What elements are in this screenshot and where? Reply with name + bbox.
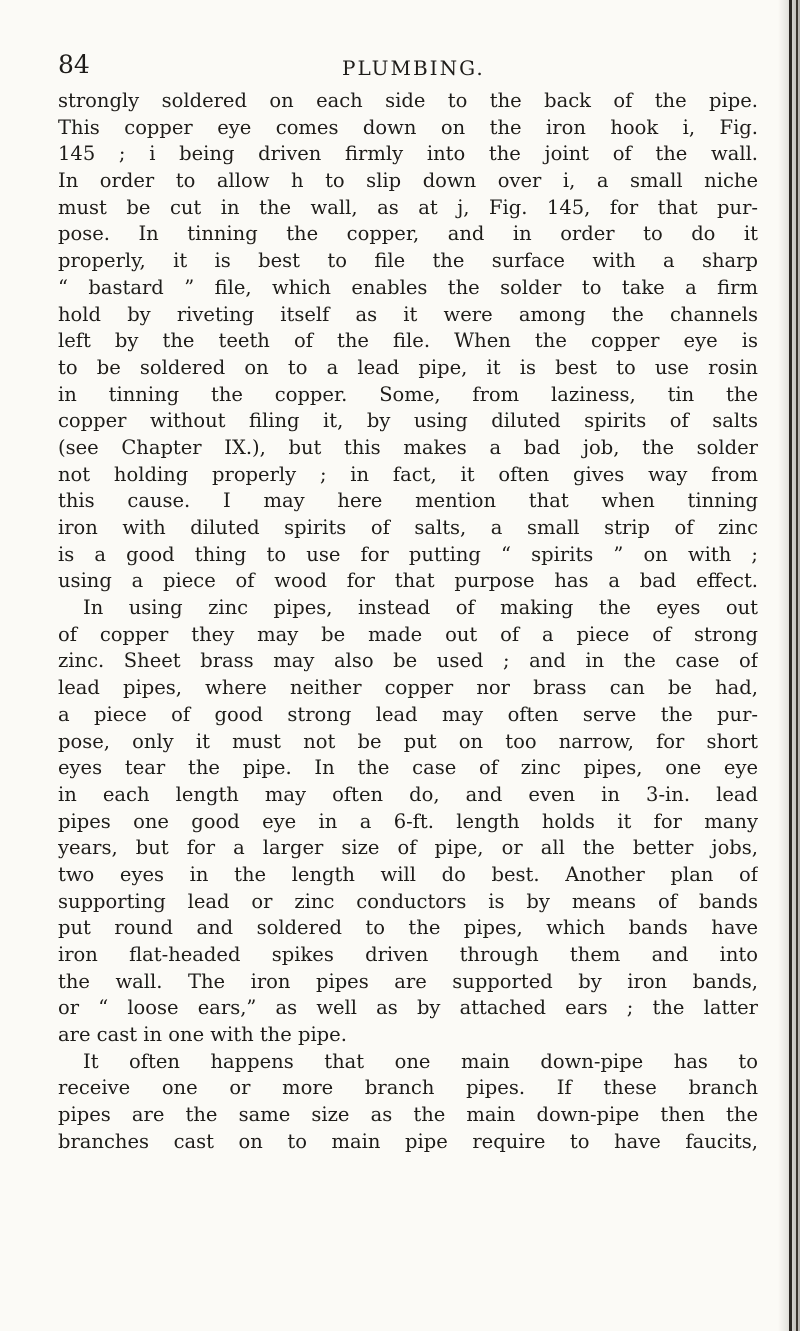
text-line: left by the teeth of the file. When the copper eye is	[58, 329, 758, 353]
text-line: the wall. The iron pipes are supported by iron bands,	[58, 969, 758, 993]
text-line: must be cut in the wall, as at j, Fig. 145, for that pur-	[58, 195, 758, 219]
text-line: using a piece of wood for that purpose has a bad effect.	[58, 569, 758, 593]
text-line: 145 ; i being driven firmly into the joint of the wall.	[58, 142, 758, 166]
text-line: two eyes in the length will do best. Another plan of	[58, 862, 758, 886]
text-line: to be soldered on to a lead pipe, it is best to use rosin	[58, 355, 758, 379]
text-line: lead pipes, where neither copper nor brass can be had,	[58, 676, 758, 700]
text-line: or “ loose ears,” as well as by attached ears ; the latter	[58, 996, 758, 1020]
text-line: receive one or more branch pipes. If these branch	[58, 1076, 758, 1100]
text-line: a piece of good strong lead may often serve the pur-	[58, 702, 758, 726]
text-line: iron with diluted spirits of salts, a small strip of zinc	[58, 516, 758, 539]
text-line: is a good thing to use for putting “ spirits ” on with ;	[58, 542, 758, 566]
text-line: “ bastard ” file, which enables the solder to take a firm	[58, 275, 758, 299]
text-line: branches cast on to main pipe require to have faucits,	[58, 1129, 758, 1153]
text-line: In using zinc pipes, instead of making the eyes out	[83, 596, 758, 620]
text-line: put round and soldered to the pipes, which bands have	[58, 916, 758, 940]
text-line: pipes are the same size as the main down-pipe then the	[58, 1103, 758, 1127]
text-line: pose. In tinning the copper, and in order to do it	[58, 222, 758, 246]
text-line: In order to allow h to slip down over i, a small niche	[58, 169, 758, 193]
text-line: in tinning the copper. Some, from laziness, tin the	[58, 382, 758, 406]
text-line: this cause. I may here mention that when tinning	[58, 489, 758, 513]
text-line: pose, only it must not be put on too narrow, for short	[58, 729, 758, 753]
page-binding-edge-outer	[796, 0, 798, 1331]
text-line: zinc. Sheet brass may also be used ; and in the case of	[58, 649, 758, 673]
text-line: not holding properly ; in fact, it often gives way from	[58, 462, 758, 486]
text-line: copper without filing it, by using diluted spirits of salts	[58, 409, 758, 433]
text-line: pipes one good eye in a 6-ft. length holds it for many	[58, 809, 758, 833]
text-line: in each length may often do, and even in 3-in. lead	[58, 782, 758, 806]
text-line: hold by riveting itself as it were among the channels	[58, 302, 758, 326]
page-header	[52, 46, 752, 86]
text-line: This copper eye comes down on the iron hook i, Fig.	[58, 115, 758, 139]
text-line: years, but for a larger size of pipe, or all the better jobs,	[58, 836, 758, 860]
page-number: 84	[58, 50, 90, 79]
text-line: It often happens that one main down-pipe has to	[83, 1049, 758, 1073]
text-line: eyes tear the pipe. In the case of zinc pipes, one eye	[58, 756, 758, 780]
text-line: strongly soldered on each side to the back of the pipe.	[58, 89, 758, 112]
text-line: iron flat-headed spikes driven through them and into	[58, 943, 758, 966]
text-line: supporting lead or zinc conductors is by means of bands	[58, 889, 758, 913]
body-text	[58, 88, 758, 1156]
text-line: properly, it is best to file the surface with a sharp	[58, 249, 758, 273]
text-line: of copper they may be made out of a piece of strong	[58, 622, 758, 646]
text-line: (see Chapter IX.), but this makes a bad job, the solder	[58, 435, 758, 459]
page-binding-edge	[789, 0, 792, 1331]
running-head: PLUMBING.	[342, 56, 485, 80]
text-line: are cast in one with the pipe.	[58, 1023, 347, 1047]
